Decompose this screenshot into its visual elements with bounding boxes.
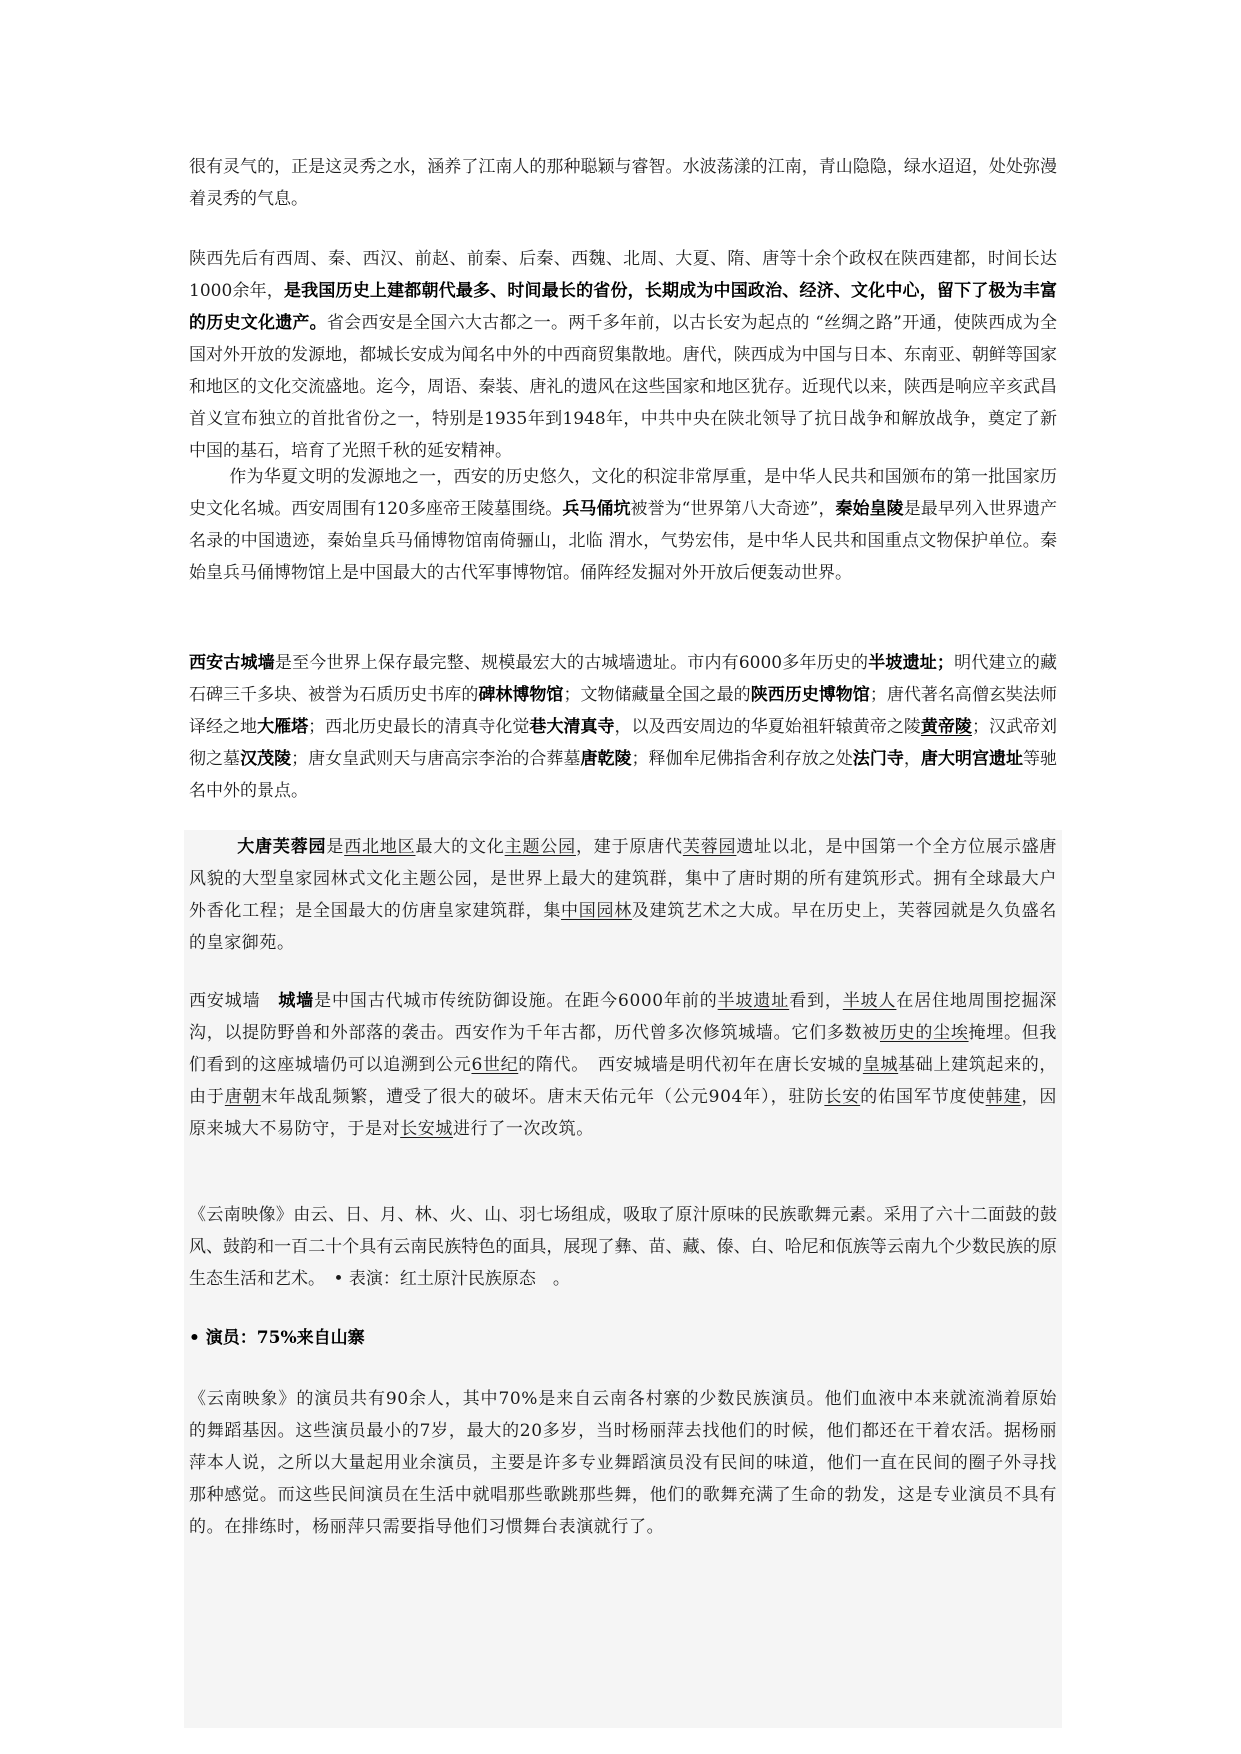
- paragraph-text: 等驰名中外的景点。: [189, 749, 1058, 801]
- bold-tang-paradise: 大唐芙蓉园: [237, 837, 327, 857]
- paragraph-performers: [189, 1383, 1057, 1543]
- paragraph-text: 掩埋。但我们看到的这座城墙仍可以追溯到公元: [189, 1023, 1058, 1075]
- paragraph-text: 是最早列入世界遗产名录的中国遗迹，秦始皇兵马俑博物馆南倚骊山，北临 渭水，气势宏伟，是中华人民共和国重点文物保护单位。秦始皇兵马俑博物馆上是中国最大的古代军事博物馆。俑阵经发掘对外开放后便轰动世界。: [189, 499, 1058, 583]
- link-banpo-site[interactable]: 半坡遗址: [717, 991, 790, 1011]
- bold-banpo: 半坡遗址；: [868, 653, 954, 673]
- paragraph-text: 陕西先后有西周、秦、西汉、前赵、前秦、后秦、西魏、北周、大夏、隋、唐等十余个政权在陕西建都，时间长达1000余年，: [189, 249, 1057, 301]
- paragraph-text: ；文物储藏量全国之最的: [563, 685, 751, 705]
- paragraph-shaanxi-history: [189, 243, 1057, 467]
- paragraph-text: ；唐女皇武则天与唐高宗李治的合葬墓: [291, 749, 581, 769]
- bold-famen-temple: 法门寺: [852, 749, 904, 769]
- bold-maoling: 汉茂陵: [240, 749, 292, 769]
- paragraph-text: ，以及西安周边的华夏始祖轩辕黄帝之陵: [614, 717, 921, 737]
- link-han-jian[interactable]: 韩建: [985, 1087, 1022, 1107]
- bold-phrase: 是我国历史上建都朝代最多、时间最长的省份，长期成为中国政治、经济、文化中心，留下了极为丰富的历史文化遗产。: [189, 281, 1058, 333]
- link-huangdi-mausoleum[interactable]: 黄帝陵: [920, 717, 972, 737]
- bold-city-wall-term: 城墙: [278, 991, 315, 1011]
- bold-qin-mausoleum: 秦始皇陵: [835, 499, 904, 519]
- paragraph-text: ，建于原唐代: [575, 837, 683, 857]
- paragraph-text: 被誉为“世界第八大奇迹”，: [630, 499, 836, 519]
- paragraph-text: 《云南映象》的演员共有90余人，其中70%是来自云南各村寨的少数民族演员。他们血液中本来就流淌着原始的舞蹈基因。这些演员最小的7岁，最大的20多岁，当时杨丽萍去找他们的时候，他们都还在干着农活。据杨丽萍本人说，之所以大量起用业余演员，主要是许多专业舞蹈演员没有民间的味道，他们一直在民间的圈子外寻找那种感觉。而这些民间演员在生活中就唱那些歌跳那些舞，他们的歌舞充满了生命的勃发，这是专业演员不具有的。在排练时，杨丽萍只需要指导他们习惯舞台表演就行了。: [189, 1389, 1057, 1537]
- paragraph-yunnan-impression: [189, 1199, 1057, 1295]
- bold-great-mosque: 巷大清真寺: [529, 717, 615, 737]
- bold-qianling: 唐乾陵: [580, 749, 632, 769]
- bold-history-museum: 陕西历史博物馆: [750, 685, 870, 705]
- bold-forest-of-steles: 碑林博物馆: [478, 685, 564, 705]
- paragraph-text: 进行了一次改筑。: [453, 1119, 594, 1139]
- link-imperial-city[interactable]: 皇城: [862, 1055, 899, 1075]
- link-changan[interactable]: 长安: [824, 1087, 861, 1107]
- paragraph-text: ，因原来城大不易防守，于是对: [189, 1087, 1058, 1139]
- paragraph-jiangnan: [189, 151, 1057, 215]
- link-furong-garden[interactable]: 芙蓉园: [682, 837, 737, 857]
- paragraph-text: 在居住地周围挖掘深沟，以提防野兽和外部落的袭击。西安作为千年古都，历代曾多次修筑城墙。它们多数被: [189, 991, 1058, 1043]
- paragraph-text: 省会西安是全国六大古都之一。两千多年前，以古长安为起点的 “丝绸之路”开通，使陕西成为全国对外开放的发源地，都城长安成为闻名中外的中西商贸集散地。唐代，陕西成为中国与日本、东南亚、朝鲜等国家和地区的文化交流盛地。迄今，周语、秦装、唐礼的遗风在这些国家和地区犹存。近现代以来，陕西是响应辛亥武昌首义宣布独立的首批省份之一，特别是1935年到1948年，中共中央在陕北领导了抗日战争和解放战争，奠定了新中国的基石，培育了光照千秋的延安精神。: [189, 313, 1057, 461]
- paragraph-text: 西安城墙: [189, 991, 279, 1011]
- paragraph-text: 的佑国军节度使: [860, 1087, 986, 1107]
- paragraph-text: 很有灵气的，正是这灵秀之水，涵养了江南人的那种聪颖与睿智。水波荡漾的江南，青山隐隐，绿水迢迢，处处弥漫着灵秀的气息。: [189, 157, 1057, 209]
- link-dust-of-history[interactable]: 历史的尘埃: [879, 1023, 969, 1043]
- paragraph-text: 最大的文化: [415, 837, 505, 857]
- bold-city-wall: 西安古城墙: [189, 653, 275, 673]
- heading-performers: [189, 1322, 1057, 1354]
- bold-daming-palace: 唐大明宫遗址: [920, 749, 1024, 769]
- paragraph-tang-paradise: [189, 831, 1057, 959]
- bold-heading: • 演员：75%来自山寨: [189, 1328, 365, 1348]
- paragraph-text: 明代建立的藏石碑三千多块、被誉为石质历史书库的: [189, 653, 1058, 705]
- bold-terracotta-pits: 兵马俑坑: [562, 499, 631, 519]
- link-changan-city[interactable]: 长安城: [400, 1119, 454, 1139]
- bold-big-wild-goose-pagoda: 大雁塔: [257, 717, 309, 737]
- link-theme-park[interactable]: 主题公园: [504, 837, 576, 857]
- paragraph-text: ，: [903, 749, 921, 769]
- paragraph-text: 是中国古代城市传统防御设施。在距今6000年前的: [314, 991, 718, 1011]
- paragraph-text: 遗址以北，是中国第一个全方位展示盛唐风貌的大型皇家园林式文化主题公园，是世界上最大的建筑群，集中了唐时期的所有建筑形式。拥有全球最大户外香化工程；是全国最大的仿唐皇家建筑群，集: [189, 837, 1057, 921]
- paragraph-text: 作为华夏文明的发源地之一，西安的历史悠久，文化的积淀非常厚重，是中华人民共和国颁布的第一批国家历史文化名城。西安周围有120多座帝王陵墓围绕。: [189, 467, 1057, 519]
- link-northwest-region[interactable]: 西北地区: [344, 837, 416, 857]
- paragraph-xian-city-wall: [189, 985, 1057, 1145]
- paragraph-xian-origin: [189, 461, 1057, 589]
- paragraph-text: 末年战乱频繁，遭受了很大的破坏。唐末天佑元年（公元904年），驻防: [260, 1087, 825, 1107]
- paragraph-text: ；释伽牟尼佛指舍利存放之处: [631, 749, 853, 769]
- paragraph-text: ；西北历史最长的清真寺化觉: [308, 717, 530, 737]
- paragraph-xian-sights: [189, 647, 1057, 807]
- paragraph-text: 是: [326, 837, 345, 857]
- paragraph-text: 的隋代。 西安城墙是明代初年在唐长安城的: [518, 1055, 863, 1075]
- paragraph-text: ；汉武帝刘彻之墓: [189, 717, 1058, 769]
- paragraph-text: 看到，: [789, 991, 843, 1011]
- link-chinese-gardens[interactable]: 中国园林: [561, 901, 632, 921]
- paragraph-text: 及建筑艺术之大成。早在历史上，芙蓉园就是久负盛名的皇家御苑。: [189, 901, 1057, 953]
- paragraph-text: 《云南映像》由云、日、月、林、火、山、羽七场组成，吸取了原汁原味的民族歌舞元素。采用了六十二面鼓的鼓风、鼓韵和一百二十个具有云南民族特色的面具，展现了彝、苗、藏、傣、白、哈尼和佤族等云南九个少数民族的原生态生活和艺术。 • 表演：红土原汁民族原态 。: [189, 1205, 1057, 1289]
- paragraph-text: 基础上建筑起来的，由于: [189, 1055, 1057, 1107]
- link-tang-dynasty[interactable]: 唐朝: [224, 1087, 261, 1107]
- paragraph-text: 是至今世界上保存最完整、规模最宏大的古城墙遗址。市内有6000多年历史的: [274, 653, 869, 673]
- paragraph-text: ；唐代著名高僧玄奘法师译经之地: [189, 685, 1058, 737]
- link-6th-century[interactable]: 6世纪: [471, 1055, 519, 1075]
- link-banpo-people[interactable]: 半坡人: [842, 991, 897, 1011]
